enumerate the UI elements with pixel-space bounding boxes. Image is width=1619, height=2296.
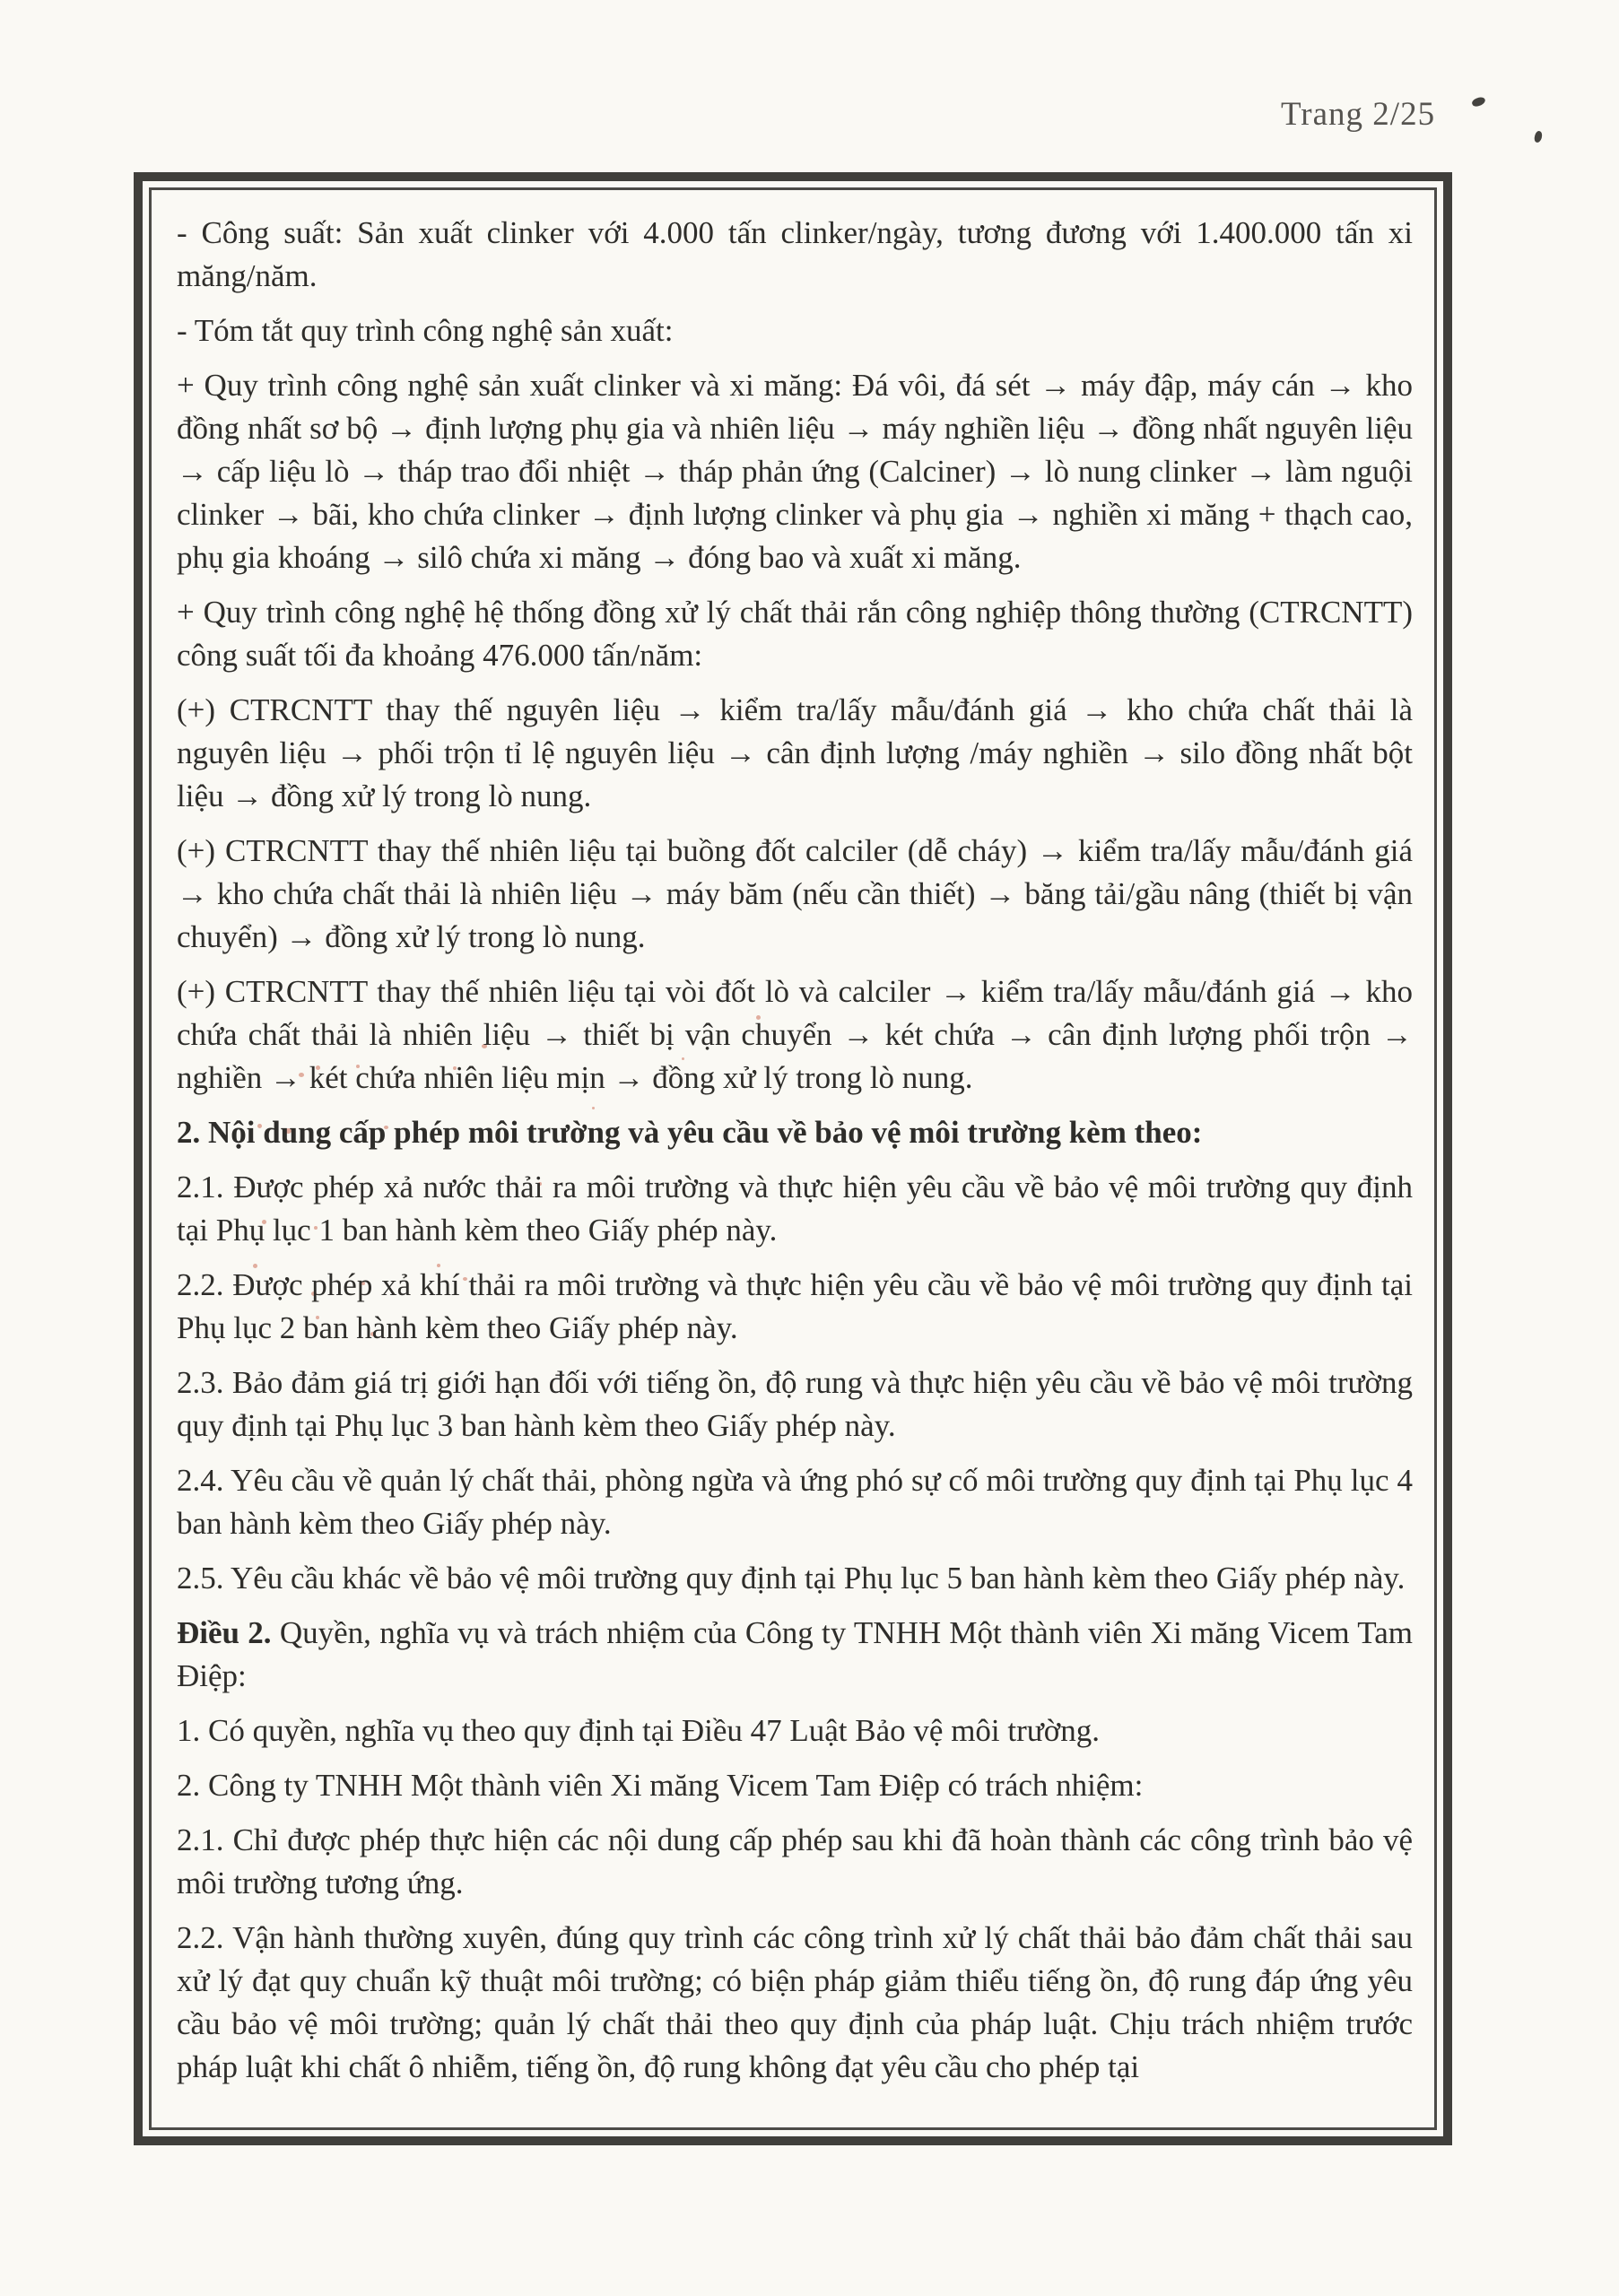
paragraph: (+) CTRCNTT thay thế nhiên liệu tại vòi đốt lò và calciler → kiểm tra/lấy mẫu/đánh giá → kho chứa chất thải là nhiên liệu → thiết bị vận chuyển → két chứa → cân định lượng phối trộn → nghiền → két chứa nhiên liệu mịn → đồng xử lý trong lò nung.	[177, 974, 1413, 1095]
paragraph: 2.3. Bảo đảm giá trị giới hạn đối với tiếng ồn, độ rung và thực hiện yêu cầu về bảo vệ môi trường quy định tại Phụ lục 3 ban hành kèm theo Giấy phép này.	[177, 1365, 1413, 1443]
paragraph: 2. Công ty TNHH Một thành viên Xi măng Vicem Tam Điệp có trách nhiệm:	[177, 1768, 1144, 1803]
ink-speck	[1471, 96, 1486, 109]
document-body	[177, 212, 1413, 2089]
paragraph: 1. Có quyền, nghĩa vụ theo quy định tại Điều 47 Luật Bảo vệ môi trường.	[177, 1713, 1100, 1748]
paragraph: 2.1. Được phép xả nước thải ra môi trường và thực hiện yêu cầu về bảo vệ môi trường quy định tại Phụ lục 1 ban hành kèm theo Giấy phép này.	[177, 1170, 1413, 1248]
paragraph: 2.4. Yêu cầu về quản lý chất thải, phòng ngừa và ứng phó sự cố môi trường quy định tại Phụ lục 4 ban hành kèm theo Giấy phép này.	[177, 1463, 1413, 1541]
paragraph: - Tóm tắt quy trình công nghệ sản xuất:	[177, 313, 674, 348]
paragraph: + Quy trình công nghệ hệ thống đồng xử lý chất thải rắn công nghiệp thông thường (CTRCNTT) công suất tối đa khoảng 476.000 tấn/năm:	[177, 595, 1413, 673]
paragraph: - Công suất: Sản xuất clinker với 4.000 tấn clinker/ngày, tương đương với 1.400.000 tấn xi măng/năm.	[177, 215, 1413, 293]
paragraph: 2.2. Được phép xả khí thải ra môi trường và thực hiện yêu cầu về bảo vệ môi trường quy định tại Phụ lục 2 ban hành kèm theo Giấy phép này.	[177, 1267, 1413, 1345]
ink-speck	[1533, 130, 1543, 144]
paragraph: + Quy trình công nghệ sản xuất clinker và xi măng: Đá vôi, đá sét → máy đập, máy cán → kho đồng nhất sơ bộ → định lượng phụ gia và nhiên liệu → máy nghiền liệu → đồng nhất nguyên liệu → cấp liệu lò → tháp trao đổi nhiệt → tháp phản ứng (Calciner) → lò nung clinker → làm nguội clinker → bãi, kho chứa clinker → định lượng clinker và phụ gia → nghiền xi măng + thạch cao, phụ gia khoáng → silô chứa xi măng → đóng bao và xuất xi măng.	[177, 368, 1413, 575]
paragraph: 2.2. Vận hành thường xuyên, đúng quy trình các công trình xử lý chất thải bảo đảm chất thải sau xử lý đạt quy chuẩn kỹ thuật môi trường; có biện pháp giảm thiểu tiếng ồn, độ rung đáp ứng yêu cầu bảo vệ môi trường; quản lý chất thải theo quy định của pháp luật. Chịu trách nhiệm trước pháp luật khi chất ô nhiễm, tiếng ồn, độ rung không đạt yêu cầu cho phép tại	[177, 1920, 1413, 2084]
section-2-heading: 2. Nội dung cấp phép môi trường và yêu cầu về bảo vệ môi trường kèm theo:	[177, 1115, 1203, 1150]
article-2-label: Điều 2.	[177, 1615, 272, 1650]
article-2-heading	[177, 1612, 1413, 1698]
document-border-frame-inner	[149, 187, 1437, 2130]
paragraph: 2.1. Chỉ được phép thực hiện các nội dung cấp phép sau khi đã hoàn thành các công trình bảo vệ môi trường tương ứng.	[177, 1822, 1413, 1900]
paragraph: 2.5. Yêu cầu khác về bảo vệ môi trường quy định tại Phụ lục 5 ban hành kèm theo Giấy phép này.	[177, 1561, 1406, 1596]
page-number-label: Trang 2/25	[1281, 96, 1436, 133]
article-2-title: Quyền, nghĩa vụ và trách nhiệm của Công ty TNHH Một thành viên Xi măng Vicem Tam Điệp:	[177, 1615, 1413, 1693]
document-border-frame	[134, 172, 1452, 2145]
paragraph: (+) CTRCNTT thay thế nhiên liệu tại buồng đốt calciler (dễ cháy) → kiểm tra/lấy mẫu/đánh giá → kho chứa chất thải là nhiên liệu → máy băm (nếu cần thiết) → băng tải/gầu nâng (thiết bị vận chuyển) → đồng xử lý trong lò nung.	[177, 833, 1413, 954]
paragraph: (+) CTRCNTT thay thế nguyên liệu → kiểm tra/lấy mẫu/đánh giá → kho chứa chất thải là nguyên liệu → phối trộn tỉ lệ nguyên liệu → cân định lượng /máy nghiền → silo đồng nhất bột liệu → đồng xử lý trong lò nung.	[177, 692, 1413, 813]
